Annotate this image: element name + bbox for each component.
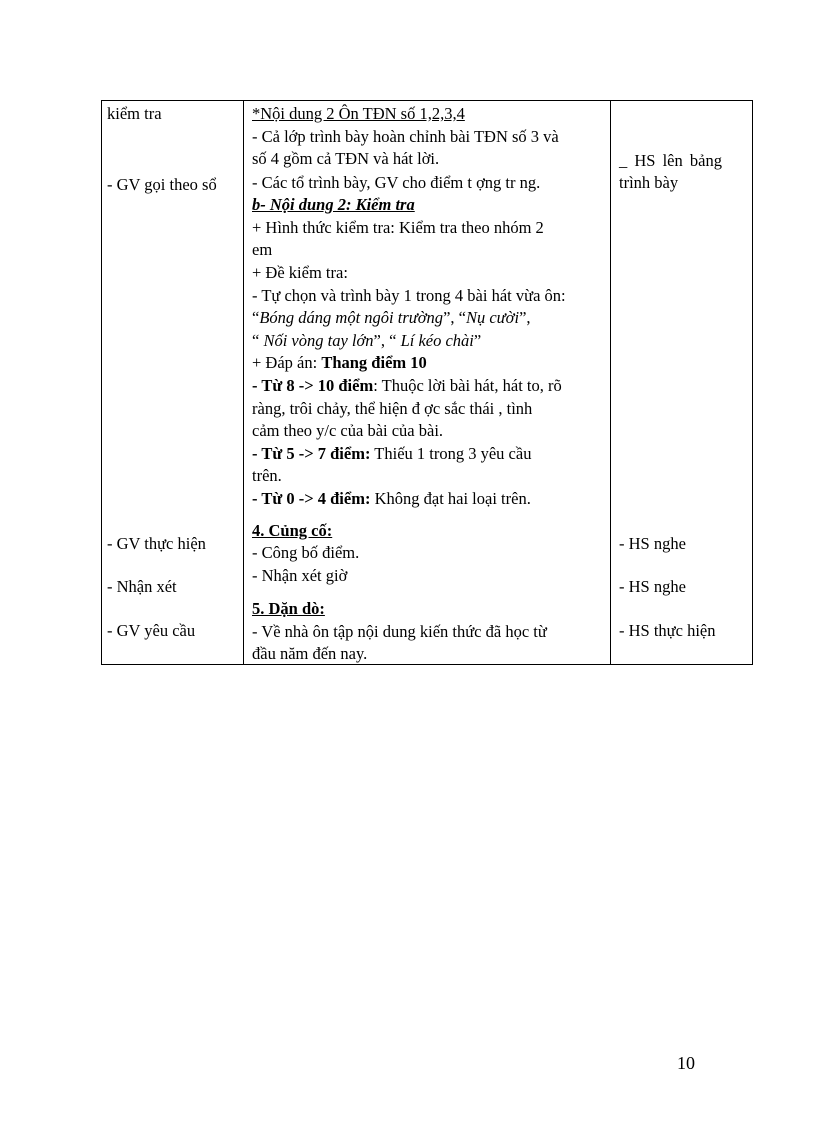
- content-tu5-line2: trên.: [252, 466, 282, 485]
- col1-kiem-tra: kiểm tra: [107, 104, 162, 123]
- col1-gv-thuc-hien: - GV thực hiện: [107, 534, 206, 553]
- content-nd2-kiemtra: b- Nội dung 2: Kiểm tra: [252, 195, 415, 214]
- song-li-keo-chai: Lí kéo chài: [400, 331, 474, 350]
- song-noi-vong-tay: Nối vòng tay lớn: [263, 331, 374, 350]
- content-tu8-line3: cảm theo y/c của bài của bài.: [252, 421, 444, 440]
- tu0-label: - Từ 0 -> 4 điểm:: [252, 489, 371, 508]
- song-separator-2: ”,: [519, 308, 531, 327]
- col3-trinh-bay: trình bày: [619, 173, 679, 192]
- col3-hs-thuc-hien: - HS thực hiện: [619, 621, 716, 640]
- col3-hs-len-bang: _ HS lên bảng: [619, 151, 722, 170]
- song-separator-1: ”, “: [443, 308, 466, 327]
- content-ve-nha-1: - Về nhà ôn tập nội dung kiến thức đã học từ: [252, 622, 547, 641]
- dap-an-label: + Đáp án:: [252, 353, 322, 372]
- tu8-text: : Thuộc lời bài hát, hát to, rõ: [373, 376, 562, 395]
- content-de-kiem-tra: + Đề kiểm tra:: [252, 263, 348, 282]
- tu8-label: - Từ 8 -> 10 điểm: [252, 376, 374, 395]
- dap-an-thang-diem: Thang điểm 10: [321, 353, 427, 372]
- song-quote-close: ”: [473, 331, 482, 350]
- song-nu-cuoi: Nụ cười: [465, 308, 520, 327]
- content-tu5: [252, 443, 531, 465]
- content-songs-line-1: [252, 307, 531, 329]
- tu0-text: Không đạt hai loại trên.: [370, 489, 531, 508]
- song-quote-open: “: [252, 308, 260, 327]
- column-divider-1: [243, 101, 244, 664]
- col3-hs-nghe-2: - HS nghe: [619, 577, 686, 596]
- col3-hs-nghe-1: - HS nghe: [619, 534, 686, 553]
- content-dap-an: [252, 352, 427, 374]
- content-tu0: [252, 488, 531, 510]
- song-bong-dang: Bóng dáng một ngôi trường: [259, 308, 444, 327]
- content-nhan-xet-gio: - Nhận xét giờ: [252, 566, 348, 585]
- song-quote-open-2: “: [252, 331, 264, 350]
- heading-cung-co: 4. Củng cố:: [252, 521, 333, 540]
- content-songs-line-2: [252, 330, 481, 352]
- column-divider-2: [610, 101, 611, 664]
- content-ca-lop-1: - Cả lớp trình bày hoàn chỉnh bài TĐN số 3 và: [252, 127, 559, 146]
- content-hinh-thuc-1: + Hình thức kiểm tra: Kiểm tra theo nhóm 2: [252, 218, 544, 237]
- song-separator-3: ”, “: [373, 331, 401, 350]
- tu5-label: - Từ 5 -> 7 điểm:: [252, 444, 371, 463]
- tu5-text: Thiếu 1 trong 3 yêu cầu: [370, 444, 532, 463]
- heading-dan-do: 5. Dặn dò:: [252, 599, 325, 618]
- content-hinh-thuc-2: em: [252, 240, 273, 259]
- content-cac-to: - Các tổ trình bày, GV cho điểm t ợng tr ng.: [252, 173, 541, 192]
- content-tu8: [252, 375, 562, 397]
- content-ca-lop-2: số 4 gồm cả TĐN và hát lời.: [252, 149, 440, 168]
- col1-gv-goi: - GV gọi theo sổ: [107, 175, 217, 194]
- content-tu-chon: - Tự chọn và trình bày 1 trong 4 bài hát vừa ôn:: [252, 286, 566, 305]
- content-nd2-on: *Nội dung 2 Ôn TĐN số 1,2,3,4: [252, 104, 465, 123]
- page-number: 10: [677, 1053, 695, 1073]
- content-ve-nha-2: đầu năm đến nay.: [252, 644, 368, 663]
- content-tu8-line2: ràng, trôi chảy, thể hiện đ ợc sắc thái , tình: [252, 399, 533, 418]
- content-cong-bo: - Công bố điểm.: [252, 543, 360, 562]
- col1-gv-yeu-cau: - GV yêu cầu: [107, 621, 196, 640]
- col1-nhan-xet: - Nhận xét: [107, 577, 177, 596]
